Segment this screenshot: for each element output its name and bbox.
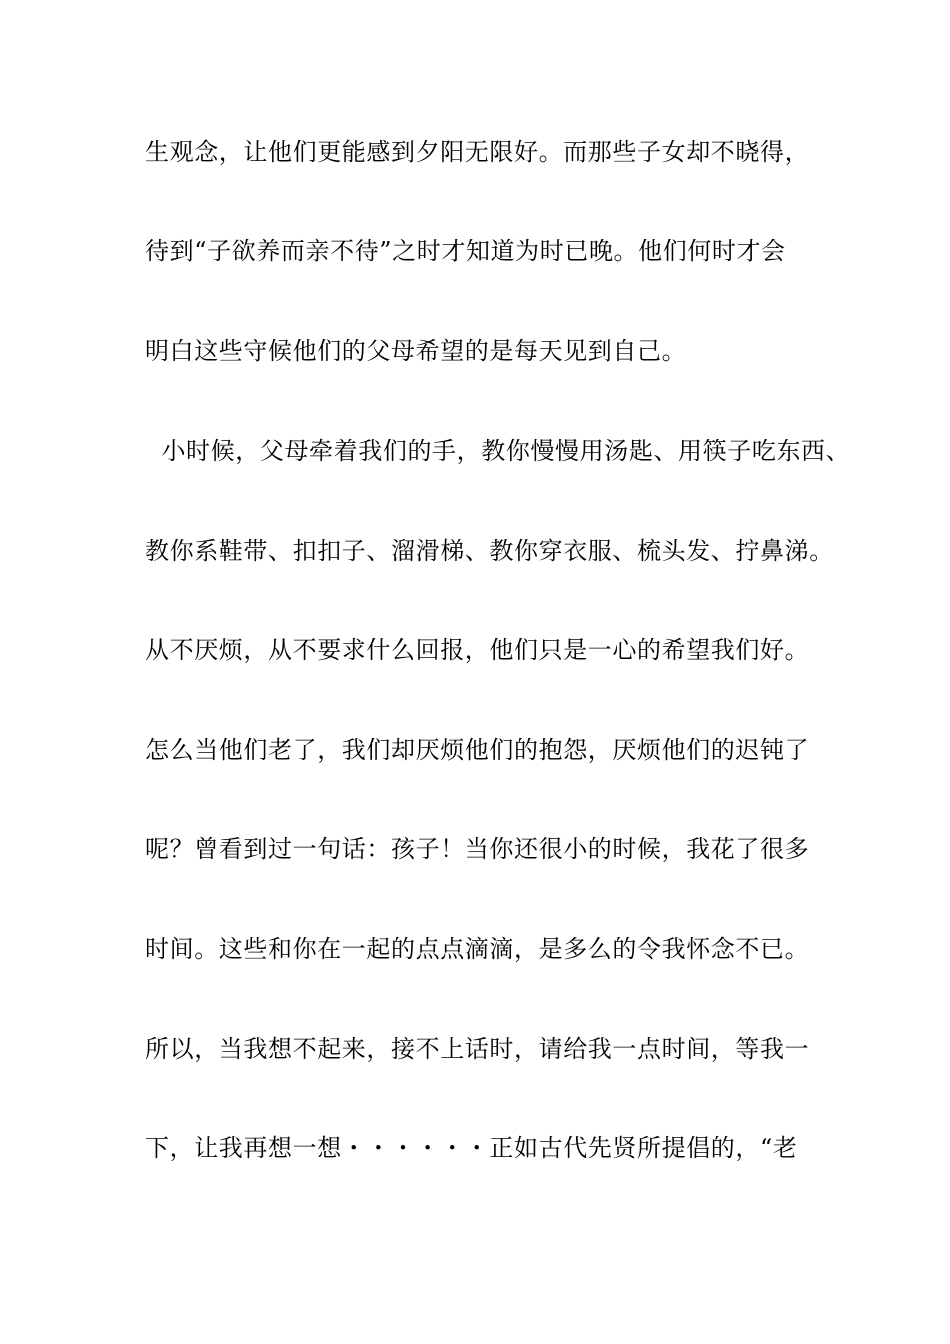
text-line: 小时候，父母牵着我们的手，教你慢慢用汤匙、用筷子吃东西、 [145,437,851,465]
text-line: 所以，当我想不起来，接不上话时，请给我一点时间，等我一 [145,1035,810,1063]
text-line: 呢？曾看到过一句话：孩子！当你还很小的时候，我花了很多 [145,835,810,863]
text-line: 下，让我再想一想・・・・・・正如古代先贤所提倡的，“老 [145,1134,798,1162]
text-line: 明白这些守候他们的父母希望的是每天见到自己。 [145,337,687,365]
text-line: 待到“子欲养而亲不待”之时才知道为时已晚。他们何时才会 [145,237,786,265]
text-line: 怎么当他们老了，我们却厌烦他们的抱怨，厌烦他们的迟钝了 [145,736,810,764]
text-line: 生观念，让他们更能感到夕阳无限好。而那些子女却不晓得， [145,138,810,166]
text-line: 时间。这些和你在一起的点点滴滴，是多么的令我怀念不已。 [145,935,810,963]
text-line: 教你系鞋带、扣扣子、溜滑梯、教你穿衣服、梳头发、拧鼻涕。 [145,537,834,565]
text-line: 从不厌烦，从不要求什么回报，他们只是一心的希望我们好。 [145,636,810,664]
